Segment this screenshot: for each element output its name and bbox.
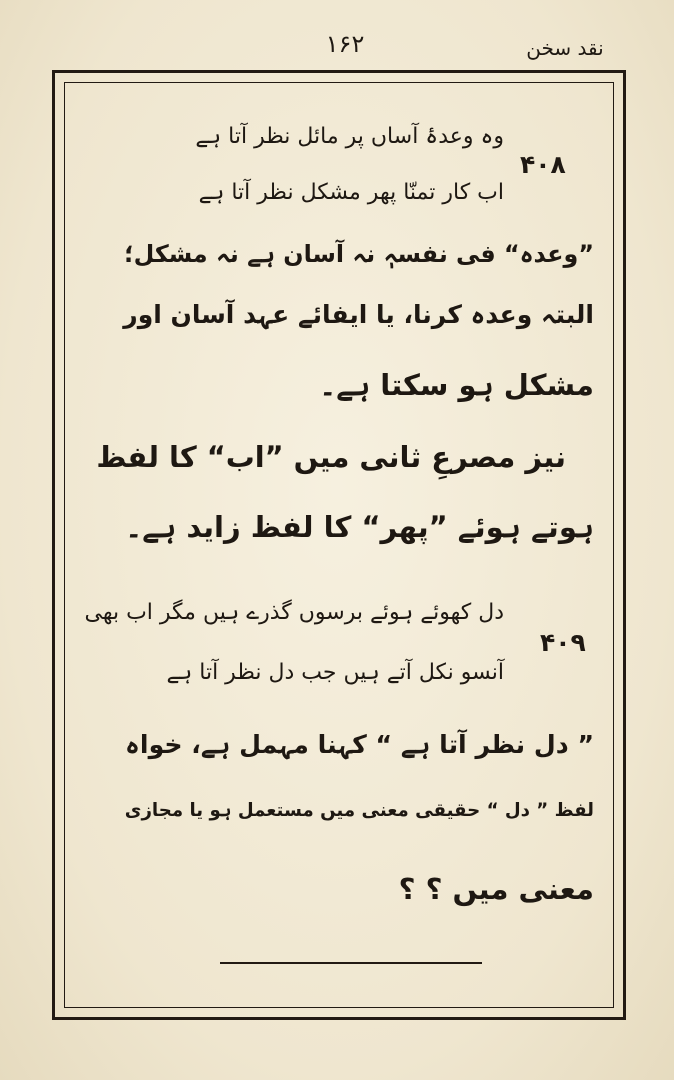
commentary-line: مشکل ہو سکتا ہے۔ <box>319 368 594 402</box>
commentary-line: ”وعدہ“ فی نفسہٖ نہ آسان ہے نہ مشکل؛ <box>124 240 594 268</box>
running-head-title: نقد سخن <box>526 36 604 60</box>
inner-border <box>64 82 614 1008</box>
page-number: ۱۶۲ <box>325 30 365 58</box>
verse-line-2: آنسو نکل آتے ہیں جب دل نظر آتا ہے <box>166 660 504 685</box>
commentary-line: نیز مصرعِ ثانی میں ”اب“ کا لفظ <box>96 440 566 474</box>
commentary-line: ” دل نظر آتا ہے “ کہنا مہمل ہے، خواہ <box>125 730 594 759</box>
entry-number-409: ۴۰۹ <box>540 628 586 657</box>
verse-line-2: اب کار تمنّا پھر مشکل نظر آتا ہے <box>198 180 504 205</box>
commentary-line: معنی میں ؟ ؟ <box>398 872 594 906</box>
commentary-line: لفظ ” دل “ حقیقی معنی میں مستعمل ہو یا مجازی <box>124 800 594 821</box>
verse-line-1: دل کھوئے ہوئے برسوں گذرے ہیں مگر اب بھی <box>84 600 504 625</box>
commentary-line: ہوتے ہوئے ”پھر“ کا لفظ زاید ہے۔ <box>125 510 594 544</box>
entry-number-408: ۴۰۸ <box>520 150 566 179</box>
verse-line-1: وہ وعدۂ آساں پر مائل نظر آتا ہے <box>195 124 504 149</box>
commentary-line: البتہ وعدہ کرنا، یا ایفائے عہد آسان اور <box>123 300 594 329</box>
end-rule-divider <box>220 962 482 964</box>
